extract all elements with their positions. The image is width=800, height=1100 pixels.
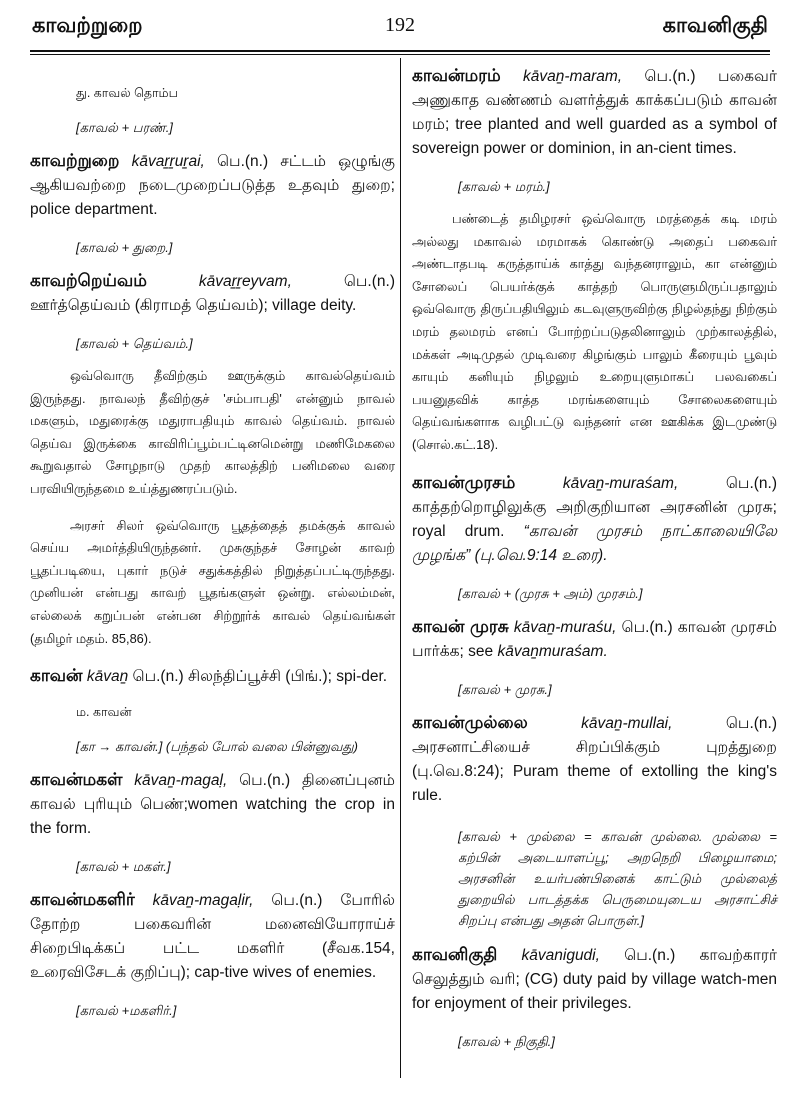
explanatory-note: அரசர் சிலர் ஒவ்வொரு பூதத்தைத் தமக்குக் காவல் செய்ய அமர்த்தியிருந்தனர். முசுகுந்தச் சோழன் காவற் பூதப்படியை, புகார் நடுச் சதுக்கத்தில் நிறுத்தப்பட்டிருந்தது. முனியன் என்பது காவற் பூதங்களுள் ஒன்று. எல்லம்மன், எல்லைக் கறுப்பன் என்பன சிற்றூர்க் காவல் தெய்வங்கள் (தமிழர் மதம். 85,86).	[30, 517, 395, 646]
etymology: [காவல் + (முரசு + அம்) முரசம்.]	[458, 585, 643, 601]
page-header	[0, 0, 800, 58]
etymology: [காவல் + மகள்.]	[76, 859, 171, 875]
headword: காவன் முரசு	[412, 616, 509, 636]
transliteration: kāvanigudi,	[521, 946, 600, 964]
definition: பெ.(n.) காவன் முரசம் பார்க்க; see	[412, 618, 778, 660]
headword: காவன்மரம்	[412, 66, 501, 85]
header-rule-thin	[30, 54, 770, 55]
etymology: [காவல் +மகளிர்.]	[76, 1003, 177, 1019]
headword: காவனிகுதி	[412, 944, 498, 964]
definition: பெ.(n.) சிலந்திப்பூச்சி (பிங்.); spi-der.	[128, 668, 388, 686]
dictionary-entry	[412, 711, 777, 808]
dictionary-entry	[412, 615, 777, 664]
transliteration: kāvaṉ	[86, 668, 129, 686]
dictionary-entry	[30, 149, 395, 222]
etymology: [காவல் + முரசு.]	[458, 681, 552, 697]
etymology: [காவல் + தெய்வம்.]	[76, 336, 193, 351]
quotation: “காவன் முரசம் நாட்காலையிலே முழங்க” (பு.வெ.9:14 உரை).	[412, 522, 777, 564]
etymology: [காவல் + பரண்.]	[76, 120, 173, 135]
dictionary-entry	[30, 888, 395, 985]
dictionary-entry	[30, 269, 395, 318]
definition: பெ.(n.) பகைவர் அணுகாத வண்ணம் வளர்த்துக் காக்கப்படும் காவன் மரம்; tree planted and well guarded as a symbol of sovereign power or dominion, in an-cient times.	[412, 68, 777, 157]
column-divider	[400, 58, 401, 1078]
headword: காவன்மகள்	[30, 770, 123, 790]
headword: காவன்	[30, 666, 83, 686]
dictionary-entry	[30, 664, 395, 689]
cognate-line: து. காவல் தொம்ப	[76, 86, 178, 100]
running-head-left: காவற்றுறை	[32, 14, 143, 37]
transliteration: kāvaṉ-mullai,	[581, 714, 673, 732]
definition: பெ.(n.) காத்தற்றொழிலுக்கு அறிகுறியான அரசனின் முரசு; royal drum.	[412, 474, 777, 540]
cognate-line: ம. காவன்	[76, 705, 132, 720]
transliteration: kāvaṉ-muraśu,	[513, 618, 617, 636]
definition: பெ.(n.) அரசனாட்சியைச் சிறப்பிக்கும் புறத்துறை (பு.வெ.8:24); Puram theme of extolling the king's rule.	[412, 714, 777, 804]
right-column	[412, 64, 777, 1063]
headword: காவற்றுறை	[30, 151, 120, 170]
dictionary-entry	[412, 471, 777, 568]
headword: காவன்முரசம்	[412, 472, 516, 492]
definition: பெ.(n.) காவற்காரர் செலுத்தும் வரி; (CG) duty paid by village watch-men for enjoyment of their privileges.	[412, 946, 777, 1012]
headword: காவற்றெய்வம்	[30, 271, 147, 290]
transliteration: kāvaṉ-muraśam,	[562, 474, 679, 492]
explanatory-note: பண்டைத் தமிழரசர் ஒவ்வொரு மரத்தைக் கடி மரம் அல்லது மகாவல் மரமாகக் கொண்டு அதைப் பகைவர் அண்டாதபடி கருத்தாய்க் காத்து வந்தனராலும், கா என்னும் சோலைப் பெயர்க்குக் காத்தற் பொருளுமிருப்பதாலும் ஒவ்வொரு திருப்பதியிலும் கடவுளுருவிற்கு நிழல்தந்து நிற்கும் மரம் தலமரம் எனப் போற்றப்படுதலினாலும் முற்காலத்தில், மக்கள் அடிமுதல் முடிவரை கிழங்கும் பாலும் கீரையும் பூவும் காயும் கனியும் நிழலும் உறையுளுமாகப் பலவகைப் பயனுதவிக் காத்த மரங்களையும் சோலைகளையும் தெய்வங்களாக வழிபட்டு வந்தனர் என ஊகிக்க இடமுண்டு (சொல்.கட்.18).	[412, 211, 777, 452]
dictionary-entry	[30, 768, 395, 841]
headword: காவன்மகளிர்	[30, 890, 135, 910]
explanatory-note: ஒவ்வொரு தீவிற்கும் ஊருக்கும் காவல்தெய்வம் இருந்தது. நாவலந் தீவிற்குச் 'சம்பாபதி' என்னும் நாவல் மகளும், மதுரைக்கு மதுராபதியும் காவல் தெய்வம். நாவல் தெய்வ இருக்கை காவிரிப்பூம்பட்டினமென்று மணிமேகலை கூறுவதால் சோழநாடு முதற் காலத்திற் பனிமலை வரை பரவியிருந்தமை உய்த்துணரப்படும்.	[30, 368, 395, 496]
dictionary-entry	[412, 64, 777, 161]
dictionary-entry	[412, 943, 777, 1016]
transliteration: kāvaṟṟuṟai,	[131, 153, 205, 170]
transliteration: kāvaṟṟeyvam,	[198, 273, 292, 290]
etymology: [காவல் + துறை.]	[76, 240, 173, 255]
etymology: [கா → காவன்.] (பந்தல் போல் வலை பின்னுவது)	[76, 739, 358, 755]
etymology: [காவல் + நிகுதி.]	[458, 1033, 555, 1049]
transliteration: kāvaṉ-maram,	[523, 68, 623, 85]
page-number: 192	[385, 14, 415, 36]
transliteration: kāvaṉ-magaḷ,	[134, 772, 228, 790]
left-column	[30, 64, 395, 1032]
running-head-right: காவனிகுதி	[662, 14, 768, 37]
cross-reference: kāvaṉmuraśam.	[497, 642, 608, 660]
etymology: [காவல் + முல்லை = காவன் முல்லை. முல்லை = கற்பின் அடையாளப்பூ; அறநெறி பிழையாமை; அரசனின் உயர்பண்பினைக் காட்டும் முல்லைத் துறையில் பாடத்தக்க பெருமையுடைய அரசாட்சிச் சிறப்பு என்பது அதன் பொருள்.]	[458, 828, 777, 928]
header-rule	[30, 50, 770, 52]
definition: பெ.(n.) தினைப்புனம் காவல் புரியும் பெண்;women watching the crop in the form.	[30, 772, 395, 838]
definition: பெ.(n.) ஊர்த்தெய்வம் (கிராமத் தெய்வம்); village deity.	[30, 273, 395, 314]
transliteration: kāvaṉ-magaḷir,	[152, 892, 254, 910]
definition: பெ.(n.) சட்டம் ஒழுங்கு ஆகியவற்றை நடைமுறைப்படுத்த உதவும் துறை; police department.	[30, 153, 395, 218]
etymology: [காவல் + மரம்.]	[458, 179, 550, 194]
headword: காவன்முல்லை	[412, 712, 528, 732]
definition: பெ.(n.) போரில் தோற்ற பகைவரின் மனைவியோராய்ச் சிறைபிடிக்கப் பட்ட மகளிர் (சீவக.154, உரைவிசேடக் குறிப்பு); cap-tive wives of enemies.	[30, 892, 395, 982]
